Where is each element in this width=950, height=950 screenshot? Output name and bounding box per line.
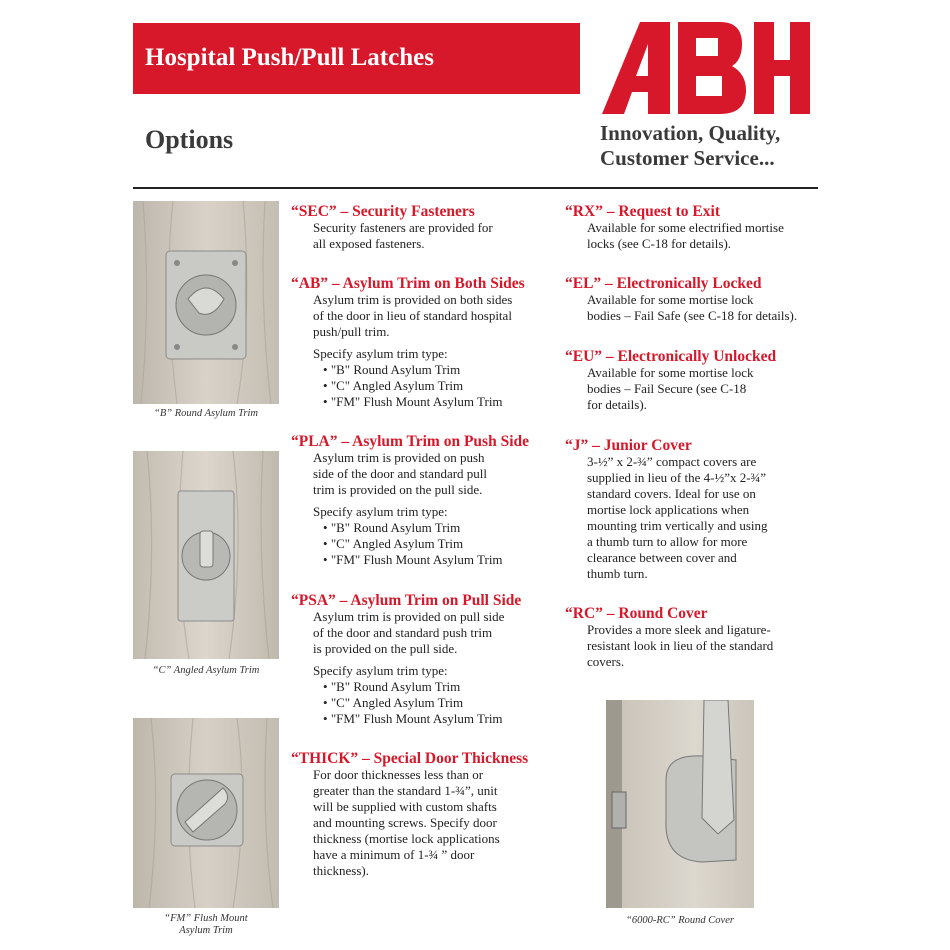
option-rc-title: “RC” – Round Cover — [565, 605, 708, 622]
option-rx-title: “RX” – Request to Exit — [565, 203, 720, 220]
option-sec — [291, 203, 493, 252]
caption-flush-mount-line-1: “FM” Flush Mount — [164, 913, 248, 924]
caption-angled-asylum-trim: “C” Angled Asylum Trim — [152, 665, 260, 676]
option-thick-title: “THICK” – Special Door Thickness — [291, 750, 529, 767]
option-eu-title: “EU” – Electronically Unlocked — [565, 348, 777, 365]
option-rc — [565, 605, 773, 670]
option-pla-spec: Specify asylum trim type: — [313, 504, 448, 519]
option-el-title: “EL” – Electronically Locked — [565, 275, 762, 292]
option-ab-title: “AB” – Asylum Trim on Both Sides — [291, 275, 525, 292]
caption-flush-mount — [133, 913, 279, 937]
round-asylum-trim-photo — [133, 201, 279, 404]
round-cover-lever-photo — [606, 700, 754, 908]
option-psa — [291, 592, 521, 727]
list-item: • "C" Angled Asylum Trim — [323, 536, 529, 552]
option-el — [565, 275, 797, 324]
caption-round-asylum-trim: “B” Round Asylum Trim — [154, 408, 258, 419]
option-j — [565, 437, 768, 582]
option-psa-text: Asylum trim is provided on pull side of the door and standard push trim is provided on the pull side. — [313, 609, 505, 656]
title-banner — [133, 23, 580, 94]
list-item: • "FM" Flush Mount Asylum Trim — [323, 711, 521, 727]
list-item: • "B" Round Asylum Trim — [323, 362, 525, 378]
option-ab-text: Asylum trim is provided on both sides of the door in lieu of standard hospital push/pull trim. — [313, 292, 513, 339]
option-rc-text: Provides a more sleek and ligature- resistant look in lieu of the standard covers. — [587, 622, 774, 669]
option-eu-text: Available for some mortise lock bodies – Fail Secure (see C-18 for details). — [587, 365, 754, 412]
abh-logo — [602, 22, 812, 114]
options-heading: Options — [145, 125, 234, 154]
tagline-line-2: Customer Service... — [600, 146, 775, 170]
option-rx-text: Available for some electrified mortise locks (see C-18 for details). — [587, 220, 784, 251]
option-psa-spec: Specify asylum trim type: — [313, 663, 448, 678]
option-rx — [565, 203, 784, 252]
flush-mount-trim-photo — [133, 718, 279, 908]
option-pla-title: “PLA” – Asylum Trim on Push Side — [291, 433, 530, 450]
list-item: • "FM" Flush Mount Asylum Trim — [323, 394, 525, 410]
option-ab-spec: Specify asylum trim type: — [313, 346, 448, 361]
list-item: • "B" Round Asylum Trim — [323, 679, 521, 695]
option-pla-text: Asylum trim is provided on push side of the door and standard pull trim is provided on the pull side. — [313, 450, 488, 497]
option-pla-list — [313, 520, 529, 568]
list-item: • "B" Round Asylum Trim — [323, 520, 529, 536]
option-psa-title: “PSA” – Asylum Trim on Pull Side — [291, 592, 522, 609]
list-item: • "C" Angled Asylum Trim — [323, 695, 521, 711]
option-el-text: Available for some mortise lock bodies – Fail Safe (see C-18 for details). — [587, 292, 798, 323]
option-ab-list — [313, 362, 525, 410]
option-eu — [565, 348, 776, 413]
option-sec-text: Security fasteners are provided for all exposed fasteners. — [313, 220, 493, 251]
caption-flush-mount-line-2: Asylum Trim — [179, 925, 233, 936]
angled-asylum-trim-photo — [133, 451, 279, 659]
list-item: • "FM" Flush Mount Asylum Trim — [323, 552, 529, 568]
tagline-line-1: Innovation, Quality, — [600, 121, 781, 145]
option-sec-title: “SEC” – Security Fasteners — [291, 203, 475, 220]
divider — [133, 187, 818, 189]
option-pla — [291, 433, 529, 568]
option-ab — [291, 275, 525, 410]
tagline — [600, 121, 840, 171]
option-thick-text: For door thicknesses less than or greater than the standard 1-¾”, unit will be supplied with custom shafts and mounting screws. Specify door thickness (mortise lock applications have a minimum of 1-¾ ” door thickness). — [313, 767, 500, 878]
option-j-title: “J” – Junior Cover — [565, 437, 692, 454]
list-item: • "C" Angled Asylum Trim — [323, 378, 525, 394]
option-thick — [291, 750, 528, 879]
option-psa-list — [313, 679, 521, 727]
page-title: Hospital Push/Pull Latches — [145, 44, 434, 71]
option-j-text: 3-½” x 2-¾” compact covers are supplied in lieu of the 4-½”x 2-¾” standard covers. Ideal for use on mortise lock applications when mounting trim vertically and using a thumb turn to allow for more clearance between cover and thumb turn. — [587, 454, 768, 581]
caption-round-cover: “6000-RC” Round Cover — [626, 915, 734, 926]
